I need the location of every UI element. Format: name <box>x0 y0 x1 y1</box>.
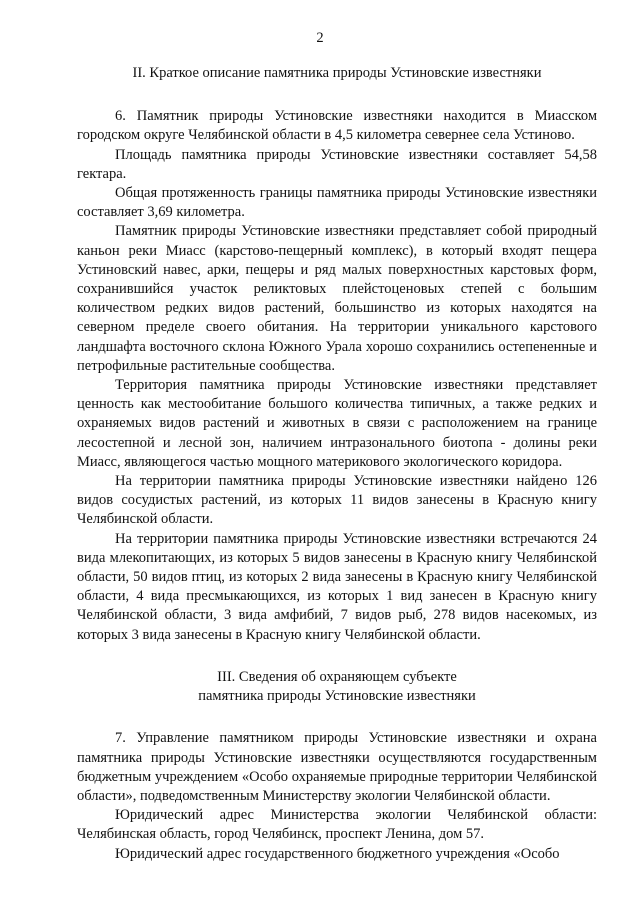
section-heading-line: III. Сведения об охраняющем субъекте <box>217 668 457 685</box>
section-heading <box>77 668 597 706</box>
paragraph: На территории памятника природы Устиновские известняки найдено 126 видов сосудистых растений, из которых 11 видов занесены в Красную книгу Челябинской области. <box>77 473 597 528</box>
paragraph: Площадь памятника природы Устиновские известняки составляет 54,58 гектара. <box>77 146 597 182</box>
paragraph: Юридический адрес Министерства экологии Челябинской области: Челябинская область, город Челябинск, проспект Ленина, дом 57. <box>77 807 597 843</box>
document-body <box>77 64 597 864</box>
section-heading: II. Краткое описание памятника природы Устиновские известняки <box>132 65 542 81</box>
paragraph: Общая протяженность границы памятника природы Устиновские известняки составляет 3,69 километра. <box>77 185 597 221</box>
section-heading-line: памятника природы Устиновские известняки <box>198 688 476 705</box>
page-number: 2 <box>316 30 324 46</box>
paragraph: 7. Управление памятником природы Устиновские известняки и охрана памятника природы Устиновские известняки осуществляются государственным бюджетным учреждением «Особо охраняемые природные территории Челябинской области», подведомственным Министерству экологии Челябинской области. <box>77 730 597 804</box>
paragraph: 6. Памятник природы Устиновские известняки находится в Миасском городском округе Челябинской области в 4,5 километра севернее села Устиново. <box>77 108 597 144</box>
paragraph: Территория памятника природы Устиновские известняки представляет ценность как местообитание большого количества типичных, а также редких и охраняемых видов растений и животных в связи с расположением на границе лесостепной и лесной зон, наличием интразонального биотопа - долины реки Миасс, являющегося частью мощного материкового экологического коридора. <box>77 377 597 470</box>
paragraph: На территории памятника природы Устиновские известняки встречаются 24 вида млекопитающих, из которых 5 видов занесены в Красную книгу Челябинской области, 50 видов птиц, из которых 2 вида занесены в Красную книгу Челябинской области, 4 вида пресмыкающихся, из которых 1 вид занесен в Красную книгу Челябинской области, 3 вида амфибий, 7 видов рыб, 278 видов насекомых, из которых 3 вида занесены в Красную книгу Челябинской области. <box>77 530 597 643</box>
paragraph: Памятник природы Устиновские известняки представляет собой природный каньон реки Миасс (карстово-пещерный комплекс), в который входят пещера Устиновский навес, арки, пещеры и ряд малых поверхностных карстовых форм, сохранившийся участок реликтовых плейстоценовых степей с большим количеством редких видов растений, большинство из которых находятся на северном пределе своего обитания. На территории уникального карстового ландшафта восточного склона Южного Урала хорошо сохранились остепененные и петрофильные растительные сообщества. <box>77 223 597 374</box>
paragraph: Юридический адрес государственного бюджетного учреждения «Особо <box>115 845 560 862</box>
